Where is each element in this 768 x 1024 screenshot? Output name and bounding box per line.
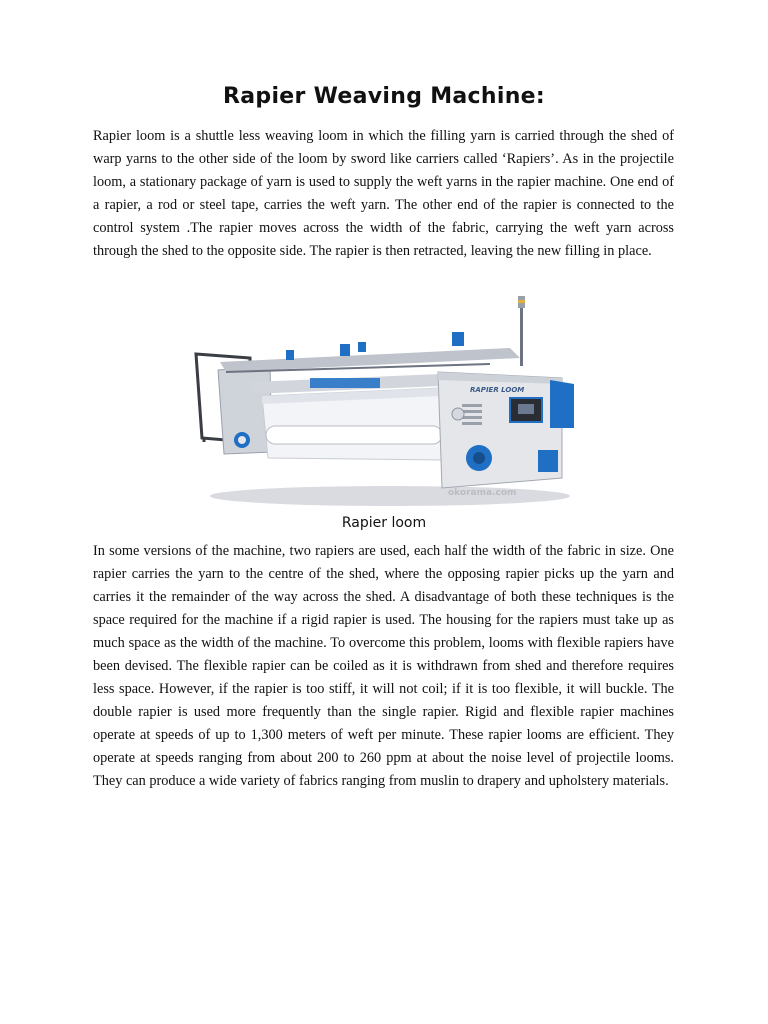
intro-paragraph: Rapier loom is a shuttle less weaving loom in which the filling yarn is carried through the shed of warp yarns to the other side of the loom by sword like carriers called ‘Rapiers’. As in the projectile loom, a stationary package of yarn is used to supply the weft yarns in the rapier machine. One end of a rapier, a rod or steel tape, carries the weft yarn. The other end of the rapier is connected to the control system .The rapier moves across the width of the fabric, carrying the weft yarn across through the shed to the opposite side. The rapier is then retracted, leaving the new filling in place. [93,128,674,259]
page-title: Rapier Weaving Machine: [223,84,545,109]
panel-label: RAPIER LOOM [470,386,525,394]
image-watermark: okorama.com [448,488,517,498]
rapier-loom-figure [190,292,580,514]
rapier-loom-image [190,292,580,514]
body-paragraph: In some versions of the machine, two rapiers are used, each half the width of the fabric in size. One rapier carries the yarn to the centre of the shed, where the opposing rapier picks up the yarn and carries it the remainder of the way across the shed. A disadvantage of both these techniques is the space required for the machine if a rigid rapier is used. The housing for the rapiers must take up as much space as the width of the machine. To overcome this problem, looms with flexible rapiers have been devised. The flexible rapier can be coiled as it is withdrawn from shed and therefore requires less space. However, if the rapier is too stiff, it will not coil; if it is too flexible, it will buckle. The double rapier is used more frequently than the single rapier. Rigid and flexible rapier machines operate at speeds of up to 1,300 meters of weft per minute. These rapier looms are efficient. They operate at speeds ranging from about 200 to 260 ppm at about the noise level of projectile looms. They can produce a wide variety of fabrics ranging from muslin to drapery and upholstery materials. [93,543,674,789]
figure-caption: Rapier loom [341,515,427,531]
